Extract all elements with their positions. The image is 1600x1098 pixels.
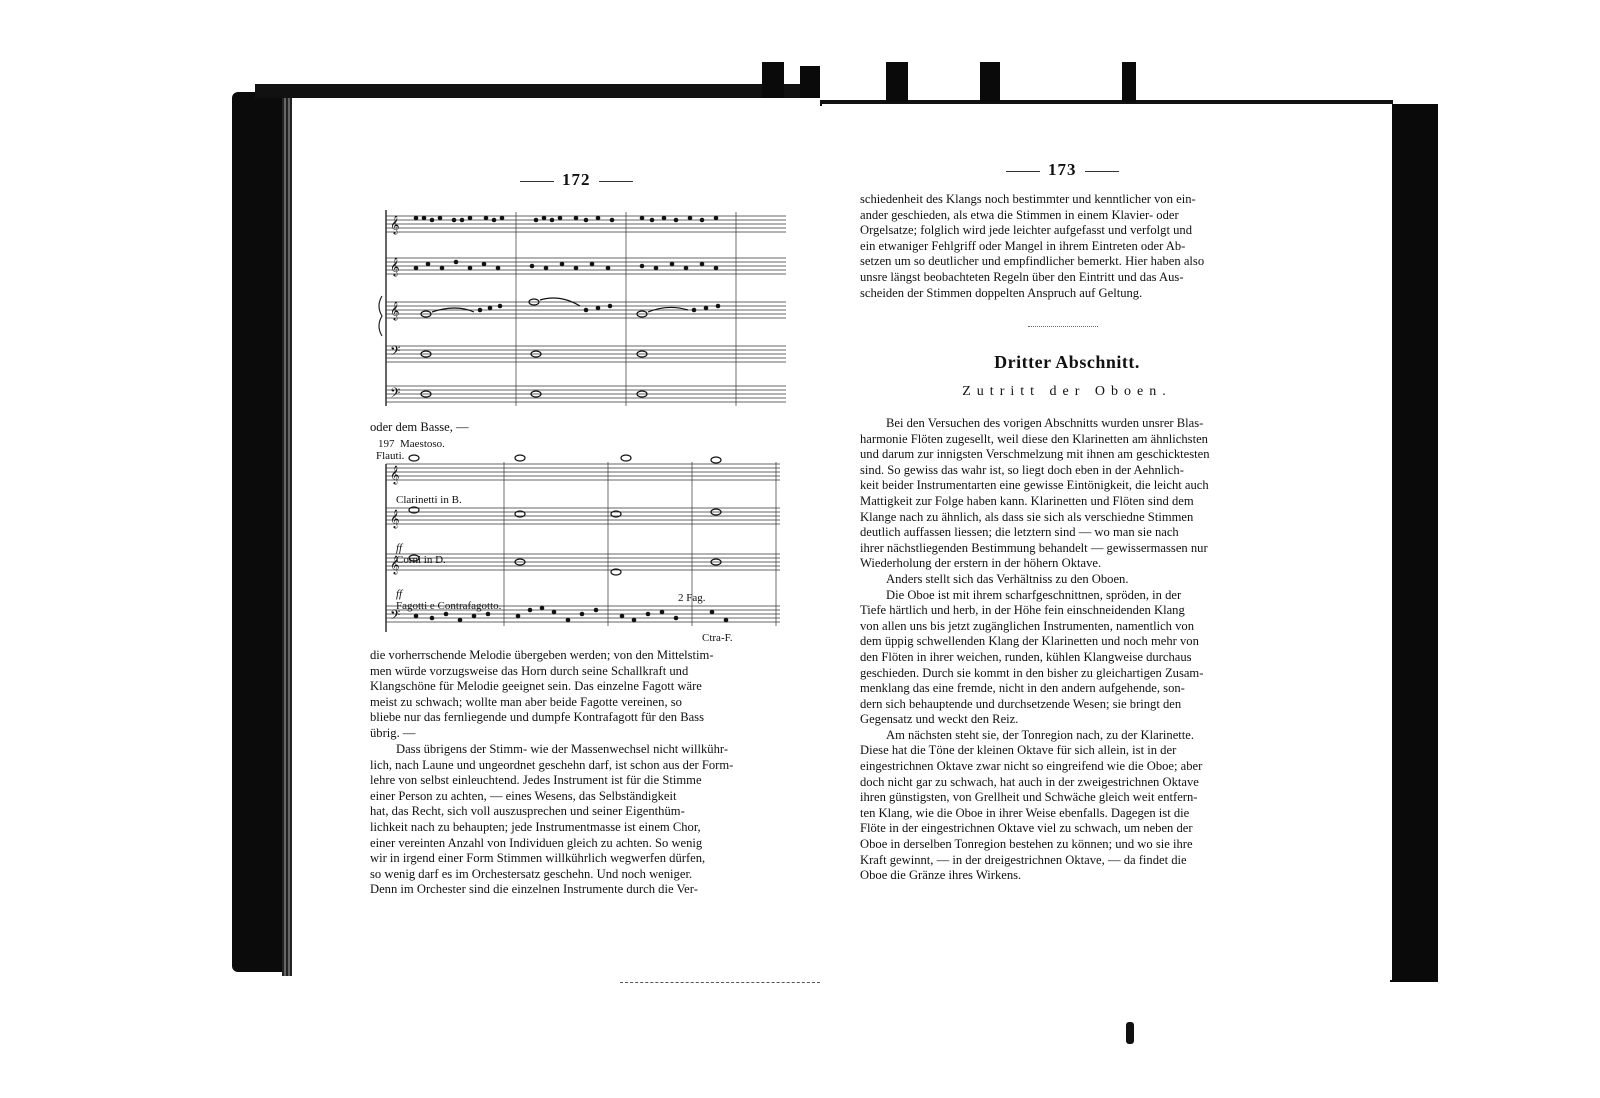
svg-text:𝄞: 𝄞 [390,215,400,234]
page-tab [762,62,784,100]
instrument-label-clarinets: Clarinetti in B. [396,494,462,506]
scan-artifact [1126,1022,1134,1044]
score-caption: oder dem Basse, — [370,420,469,434]
annotation-contrafagotto: Ctra-F. [702,632,733,644]
svg-text:𝄢: 𝄢 [390,343,401,362]
instrument-label-bassoons: Fagotti e Contrafagotto. [396,600,502,612]
scan-artifact [620,982,820,983]
body-text-left-b: Dass übrigens der Stimm- wie der Massenwechsel nicht willkühr- lich, nach Laune und ungeordnet geschehn darf, ist schon aus der Form- lehre von selbst einleuchtend. Jedes Instrument ist für die Stimme einer Person zu achten, — eines Wesens, das Selbständigkeit hat, das Recht, sich voll auszusprechen und seiner Eigenthüm- lichkeit nach zu behaupten; jede Instrumentmasse ist einem Chor, einer vereinten Anzahl von Individuen gleich zu achten. So wenig wir in irgend einer Form Stimmen willkührlich wegwerfen dürfen, so wenig darf es im Orchestersatz geschehn. Und noch weniger. Denn im Orchester sind die einzelnen Instrumente durch die Ver- [370,742,734,897]
book-cover-edge-right [1390,104,1438,982]
svg-text:𝄞: 𝄞 [390,509,400,528]
example-number: 197 Maestoso. [378,438,445,450]
page-tab [800,66,820,102]
body-text-left-a: die vorherrschende Melodie übergeben werden; von den Mittelstim- men würde vorzugsweise das Horn durch seine Schallkraft und Klangschöne für Melodie geeignet sein. Das einzelne Fagott wäre meist zu schwach; wollte man aber beide Fagotte vereinen, so bliebe nur das fernliegende und dumpfe Kontrafagott für den Bass übrig. — [370,648,714,740]
page-stack-left [282,96,292,976]
page-number-right: 173 [998,160,1127,180]
svg-text:𝄞: 𝄞 [390,465,400,484]
right-page [822,104,1392,980]
section-title: Dritter Abschnitt. [994,352,1140,372]
section-subtitle: Zutritt der Oboen. [962,384,1172,399]
svg-text:𝄢: 𝄢 [390,607,401,626]
page-tab [1122,62,1136,102]
svg-text:𝄞: 𝄞 [390,257,400,276]
body-text-right-top: schiedenheit des Klangs noch bestimmter und kenntlicher von ein- ander geschieden, als etwa die Stimmen in einem Klavier- oder Orgelsatze; folglich wird jede leichter aufgefasst und verfolgt und ein etwaniger Fehlgriff oder Mangel in ihrem Eintreten oder Ab- setzen um so deutlicher und empfindlicher bemerkt. Hier haben also unsre längst beobachteten Regeln über den Eintritt und das Aus- scheiden der Stimmen doppelten Anspruch auf Geltung. [860,192,1205,300]
page-tab [886,62,908,102]
page-tab [980,62,1000,102]
page-number-left: 172 [512,170,641,190]
section-divider [1028,326,1098,327]
svg-text:𝄞: 𝄞 [390,555,400,574]
dynamic-marking: ff [396,542,403,554]
body-text-right-main: Bei den Versuchen des vorigen Abschnitts wurden unsrer Blas- harmonie Flöten zugesellt, weil diese den Klarinetten am ähnlichsten und darum zur innigsten Verschmelzung mit ihnen am geschicktesten sind. So gewiss das wahr ist, so liegt doch eben in der Aehnlich- keit beider Instrumentarten eine gewisse Eintönigkeit, die leicht auch Mattigkeit zur Folge haben kann. Klarinetten und Flöten sind dem Klange nach zu ähnlich, als dass sie sich als verschiedne Stimmen deutlich auffassen liessen; die letztern sind — wo man sie nach ihrer nächstliegenden Bestimmung behandelt — gewissermassen nur Wiederholung der erstern in der höhern Oktave. Anders stellt sich das Verhältniss zu den Oboen. Die Oboe ist mit ihrem scharfgeschnittnen, spröden, in der Tiefe härtlich und herb, in der Höhe fein einschneidenden Klang von allen uns bis jetzt zugänglichen Instrumenten, namentlich von dem üppig schwellenden Klang der Klarinetten und noch mehr von den Flöten in ihrer weichen, runden, kühlen Klangweise durchaus geschieden. Durch sie kommt in den bisher zu gleichartigen Zusam- menklang das eine fremde, nicht in den andern aufgehende, son- dern sich behauptende und durchsetzende Wesen; sie bringt den Gegensatz und weckt den Reiz. Am nächsten steht sie, der Tonregion nach, zu der Klarinette. Diese hat die Töne der kleinen Oktave für sich allein, ist in der eingestrichnen Oktave zwar nicht so eingreifend wie die Oboe; aber doch nicht gar zu schwach, hat auch in der zweigestrichnen Oktave ihren günstigsten, von Grellheit und Schwäche gleich weit entfern- ten Klang, wie die Oboe in ihrer Weise ebenfalls. Dagegen ist die Flöte in der eingestrichnen Oktave viel zu schwach, um neben der Oboe in derselben Tonregion bestehen zu können; und wo sie ihre Kraft gewinnt, — in der dreigestrichnen Oktave, — da findet die Oboe die Gränze ihres Wirkens. [860,416,1210,883]
left-page [292,98,820,978]
instrument-label-flutes: Flauti. [376,450,405,462]
music-score-upper [376,206,796,416]
svg-text:𝄢: 𝄢 [390,385,401,404]
instrument-label-horns: Corni in D. [396,554,446,566]
dynamic-marking: ff [396,588,403,600]
book-top-edge-left [255,84,815,98]
annotation-2-fagotti: 2 Fag. [678,592,706,604]
svg-text:𝄞: 𝄞 [390,301,400,320]
